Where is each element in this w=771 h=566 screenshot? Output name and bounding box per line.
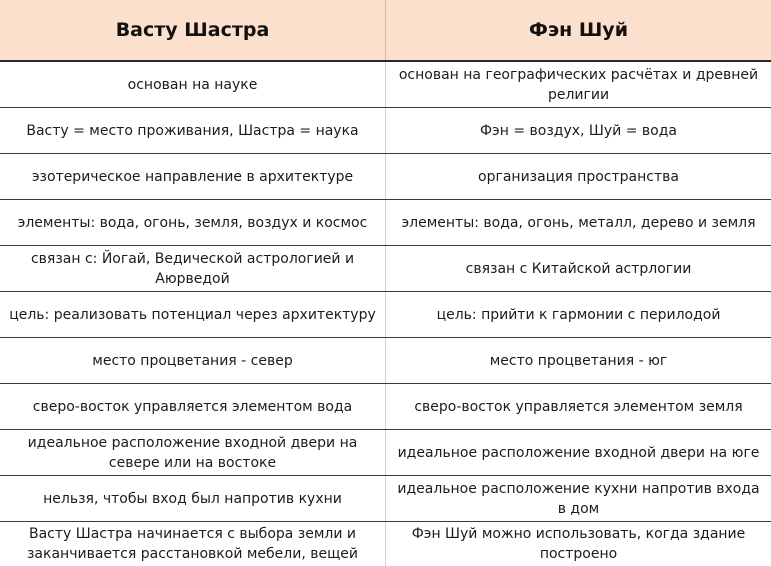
fengshui-cell: цель: прийти к гармонии с перилодой — [436, 306, 721, 323]
vastu-cell: цель: реализовать потенциал через архитектуру — [9, 306, 376, 323]
table-row — [0, 292, 771, 338]
table-row — [0, 200, 771, 246]
fengshui-cell: элементы: вода, огонь, металл, дерево и земля — [401, 214, 756, 231]
fengshui-cell: Фэн Шуй можно использовать, когда здание построено — [411, 526, 746, 562]
fengshui-cell: идеальное расположение входной двери на юге — [397, 444, 760, 461]
table-row — [0, 476, 771, 522]
table-row — [0, 154, 771, 200]
table-header — [0, 0, 771, 62]
vastu-cell: Васту = место проживания, Шастра = наука — [26, 122, 359, 139]
fengshui-cell: место процветания - юг — [489, 352, 668, 369]
table-row — [0, 430, 771, 476]
fengshui-cell: Фэн = воздух, Шуй = вода — [480, 122, 677, 139]
fengshui-cell: связан с Китайской астрлогии — [465, 260, 692, 277]
table-row — [0, 522, 771, 566]
vastu-cell: Васту Шастра начинается с выбора земли и заканчивается расстановкой мебели, вещей — [26, 526, 359, 562]
vastu-cell: элементы: вода, огонь, земля, воздух и космос — [17, 214, 368, 231]
vastu-cell: эзотерическое направление в архитектуре — [31, 168, 354, 185]
fengshui-cell: основан на географических расчётах и древней религии — [398, 66, 759, 103]
vastu-cell: основан на науке — [127, 76, 258, 93]
vastu-cell: место процветания - север — [92, 352, 293, 369]
header-vastu-shastra: Васту Шастра — [115, 19, 270, 41]
table-row — [0, 246, 771, 292]
vastu-cell: связан с: Йогай, Ведической астрологией и Аюрведой — [30, 250, 355, 287]
fengshui-cell: идеальное расположение кухни напротив входа в дом — [397, 480, 760, 517]
vastu-cell: идеальное расположение входной двери на севере или на востоке — [27, 434, 358, 471]
table-row — [0, 108, 771, 154]
table-row — [0, 384, 771, 430]
table-row — [0, 62, 771, 108]
fengshui-cell: сверо-восток управляется элементом земля — [414, 398, 743, 415]
fengshui-cell: организация пространства — [478, 168, 679, 185]
vastu-cell: нельзя, чтобы вход был напротив кухни — [43, 490, 342, 507]
table-row — [0, 338, 771, 384]
vastu-cell: сверо-восток управляется элементом вода — [32, 398, 353, 415]
header-feng-shui: Фэн Шуй — [528, 19, 629, 41]
